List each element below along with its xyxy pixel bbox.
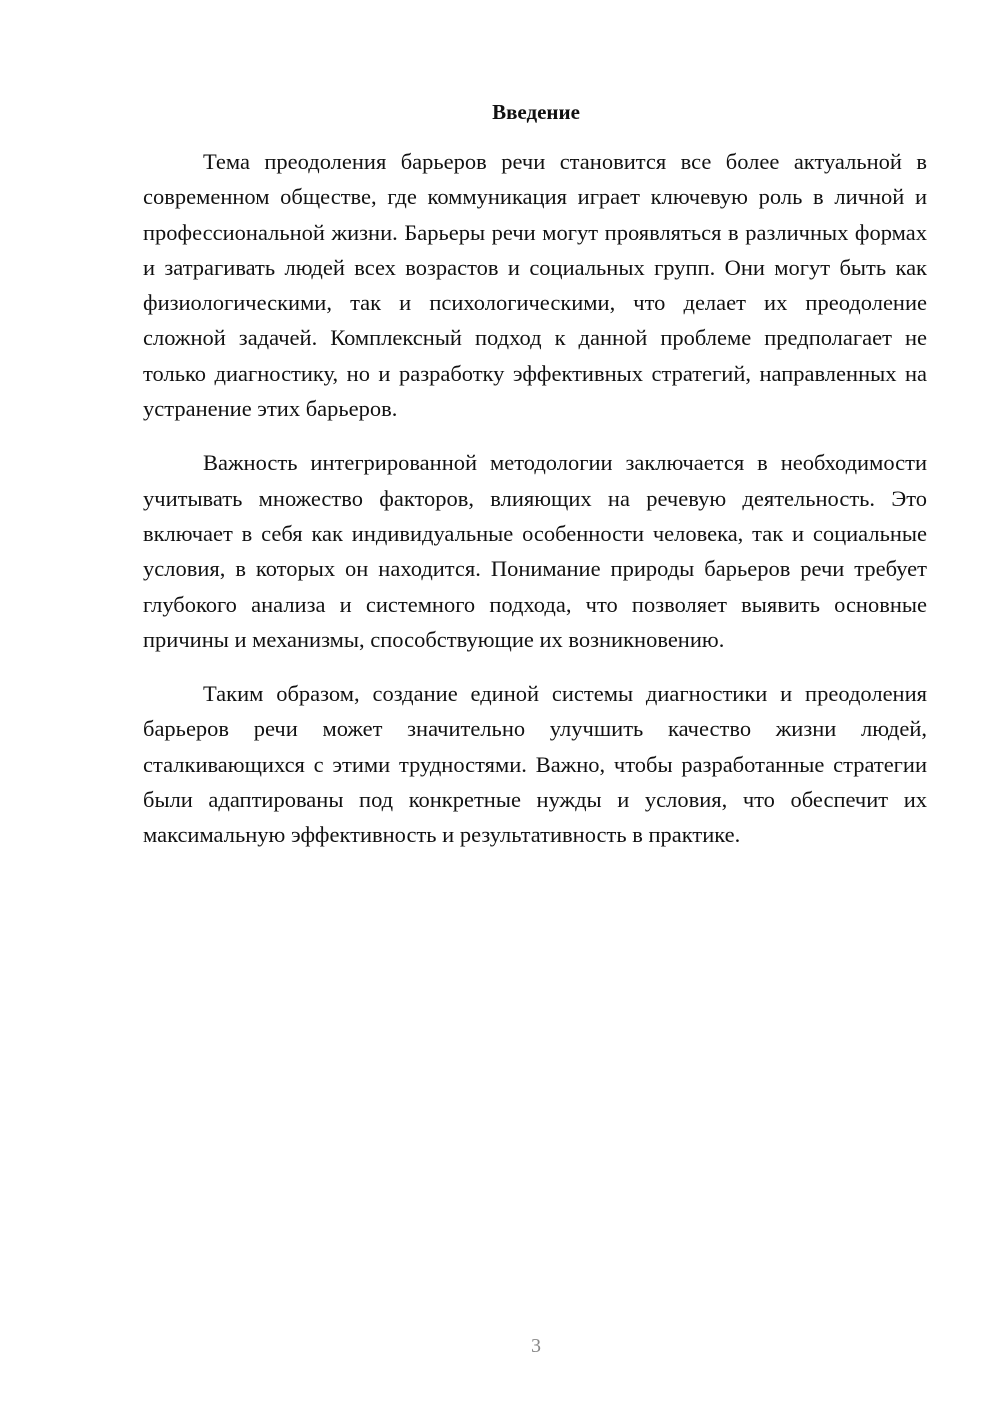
paragraph-1: Тема преодоления барьеров речи становится все более актуальной в современном обществе, где коммуникация играет ключевую роль в личной и профессиональной жизни. Барьеры речи могут проявляться в различных формах и затрагивать людей всех возрастов и социальных групп. Они могут быть как физиологическими, так и психологическими, что делает их преодоление сложной задачей. Комплексный подход к данной проблеме предполагает не только диагностику, но и разработку эффективных стратегий, направленных на устранение этих барьеров. xyxy=(143,149,927,422)
paragraph-3: Таким образом, создание единой системы диагностики и преодоления барьеров речи может значительно улучшить качество жизни людей, сталкивающихся с этими трудностями. Важно, чтобы разработанные стратегии были адаптированы под конкретные нужды и условия, что обеспечит их максимальную эффективность и результативность в практике. xyxy=(143,681,927,848)
page-title: Введение xyxy=(492,100,580,124)
page-number: 3 xyxy=(531,1335,541,1357)
body-text xyxy=(143,144,927,872)
paragraph-2: Важность интегрированной методологии заключается в необходимости учитывать множество факторов, влияющих на речевую деятельность. Это включает в себя как индивидуальные особенности человека, так и социальные условия, в которых он находится. Понимание природы барьеров речи требует глубокого анализа и системного подхода, что позволяет выявить основные причины и механизмы, способствующие их возникновению. xyxy=(143,450,927,652)
